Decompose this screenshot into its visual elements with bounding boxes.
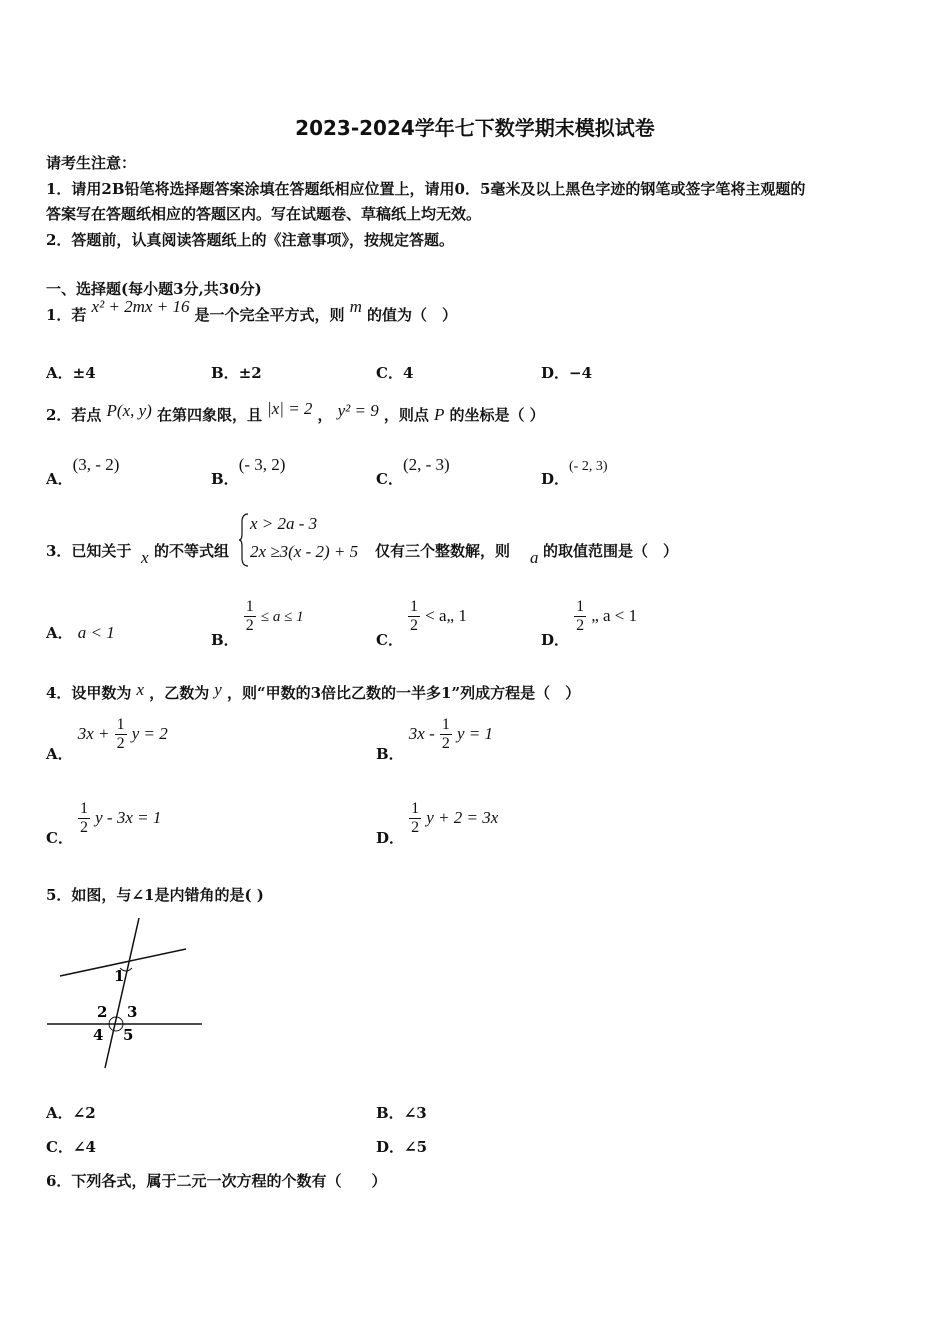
- q2-option-b[interactable]: B．(- 3, 2): [211, 455, 286, 488]
- question-4: [46, 682, 580, 703]
- fig-label-3: 3: [127, 1003, 138, 1021]
- notice-line-2: 答案写在答题纸相应的答题区内。写在试题卷、草稿纸上均无效。: [46, 205, 482, 223]
- q1-option-a[interactable]: A．±4: [46, 364, 96, 382]
- q1-option-c[interactable]: C．4: [376, 364, 414, 382]
- q1-pre: 1．若: [46, 306, 87, 324]
- q4-option-a[interactable]: A． 3x + $\frac{1}{2}$ y = 2: [46, 716, 168, 763]
- q3-var: x: [141, 548, 149, 567]
- notice-heading: 请考生注意：: [46, 154, 137, 172]
- q3-post: 的取值范围是（ ）: [543, 542, 679, 560]
- q2-option-d[interactable]: D．(- 2, 3): [541, 459, 608, 488]
- q1-var: m: [349, 297, 362, 316]
- q4-pre: 4．设甲数为: [46, 684, 132, 702]
- q5-figure: [40, 912, 210, 1072]
- notice-line-3: 2．答题前，认真阅读答题纸上的《注意事项》，按规定答题。: [46, 231, 454, 249]
- q4-mid: ，乙数为: [149, 684, 210, 702]
- q6-stem: 6．下列各式，属于二元一次方程的个数有（ ）: [46, 1172, 387, 1190]
- q4-option-c[interactable]: C． $\frac{1}{2}$ y - 3x = 1: [46, 800, 162, 847]
- q1-post: 的值为（ ）: [367, 306, 458, 324]
- q5-stem: 5．如图，与∠1是内错角的是( ): [46, 886, 264, 904]
- q4-option-d[interactable]: D． $\frac{1}{2}$ y + 2 = 3x: [376, 800, 499, 847]
- q2-post: 的坐标是（ ）: [449, 406, 545, 424]
- q2-mid1: 在第四象限，且: [156, 406, 262, 424]
- q2-point: P(x, y): [106, 401, 152, 420]
- q3-option-a[interactable]: A． a < 1: [46, 623, 115, 642]
- q3-inequality-2: 2x ≥3(x - 2) + 5: [250, 542, 359, 561]
- q2-comma: ，: [317, 406, 333, 424]
- q5-option-a[interactable]: A．∠2: [46, 1104, 96, 1122]
- q3-brace: [238, 512, 250, 568]
- q2-option-a[interactable]: A．(3, - 2): [46, 455, 120, 488]
- q2-option-c[interactable]: C．(2, - 3): [376, 455, 450, 488]
- q1-option-d[interactable]: D．−4: [541, 364, 593, 382]
- fig-label-4: 4: [93, 1026, 104, 1044]
- q5-option-b[interactable]: B．∠3: [376, 1104, 427, 1122]
- q3-var2: a: [530, 548, 539, 567]
- q4-post: ，则“甲数的3倍比乙数的一半多1”列成方程是（ ）: [226, 684, 581, 702]
- section-heading: 一、选择题(每小题3分,共30分): [46, 280, 262, 298]
- q5-option-d[interactable]: D．∠5: [376, 1138, 428, 1156]
- q3-option-d[interactable]: D． $\frac{1}{2}$ „ a < 1: [541, 598, 638, 649]
- q2-pre: 2．若点: [46, 406, 102, 424]
- q4-var1: x: [136, 680, 145, 699]
- question-1: [46, 297, 458, 325]
- q3-option-b[interactable]: B． $\frac{1}{2}$ ≤ a ≤ 1: [211, 598, 304, 649]
- q3-mid: 的不等式组: [154, 542, 230, 560]
- q3-option-c[interactable]: C． $\frac{1}{2}$ < a„ 1: [376, 598, 467, 649]
- fig-label-5: 5: [123, 1026, 134, 1044]
- q3-pre: 3．已知关于: [46, 542, 132, 560]
- page-title: 2023-2024学年七下数学期末模拟试卷: [295, 116, 655, 140]
- q3-inequality-1: x > 2a - 3: [250, 514, 318, 533]
- q1-option-b[interactable]: B．±2: [211, 364, 262, 382]
- fig-transversal: [105, 918, 139, 1068]
- fig-label-1: 1: [114, 967, 125, 985]
- q2-cond1: |x| = 2: [267, 399, 313, 418]
- notice-line-1: 1．请用2B铅笔将选择题答案涂填在答题纸相应位置上，请用0．5毫米及以上黑色字迹的钢笔或签字笔将主观题的: [46, 180, 806, 198]
- q5-option-c[interactable]: C．∠4: [46, 1138, 96, 1156]
- question-2: [46, 399, 545, 425]
- q3-mid2: 仅有三个整数解，则: [375, 542, 511, 560]
- q4-option-b[interactable]: B． 3x - $\frac{1}{2}$ y = 1: [376, 716, 493, 763]
- q2-mid2: ，则点: [383, 406, 429, 424]
- q1-expression: x² + 2mx + 16: [91, 297, 190, 316]
- q2-cond2: y² = 9: [337, 401, 379, 420]
- q2-var: P: [433, 405, 445, 424]
- fig-label-2: 2: [97, 1003, 108, 1021]
- q1-mid: 是一个完全平方式，则: [194, 306, 345, 324]
- q4-var2: y: [214, 680, 222, 699]
